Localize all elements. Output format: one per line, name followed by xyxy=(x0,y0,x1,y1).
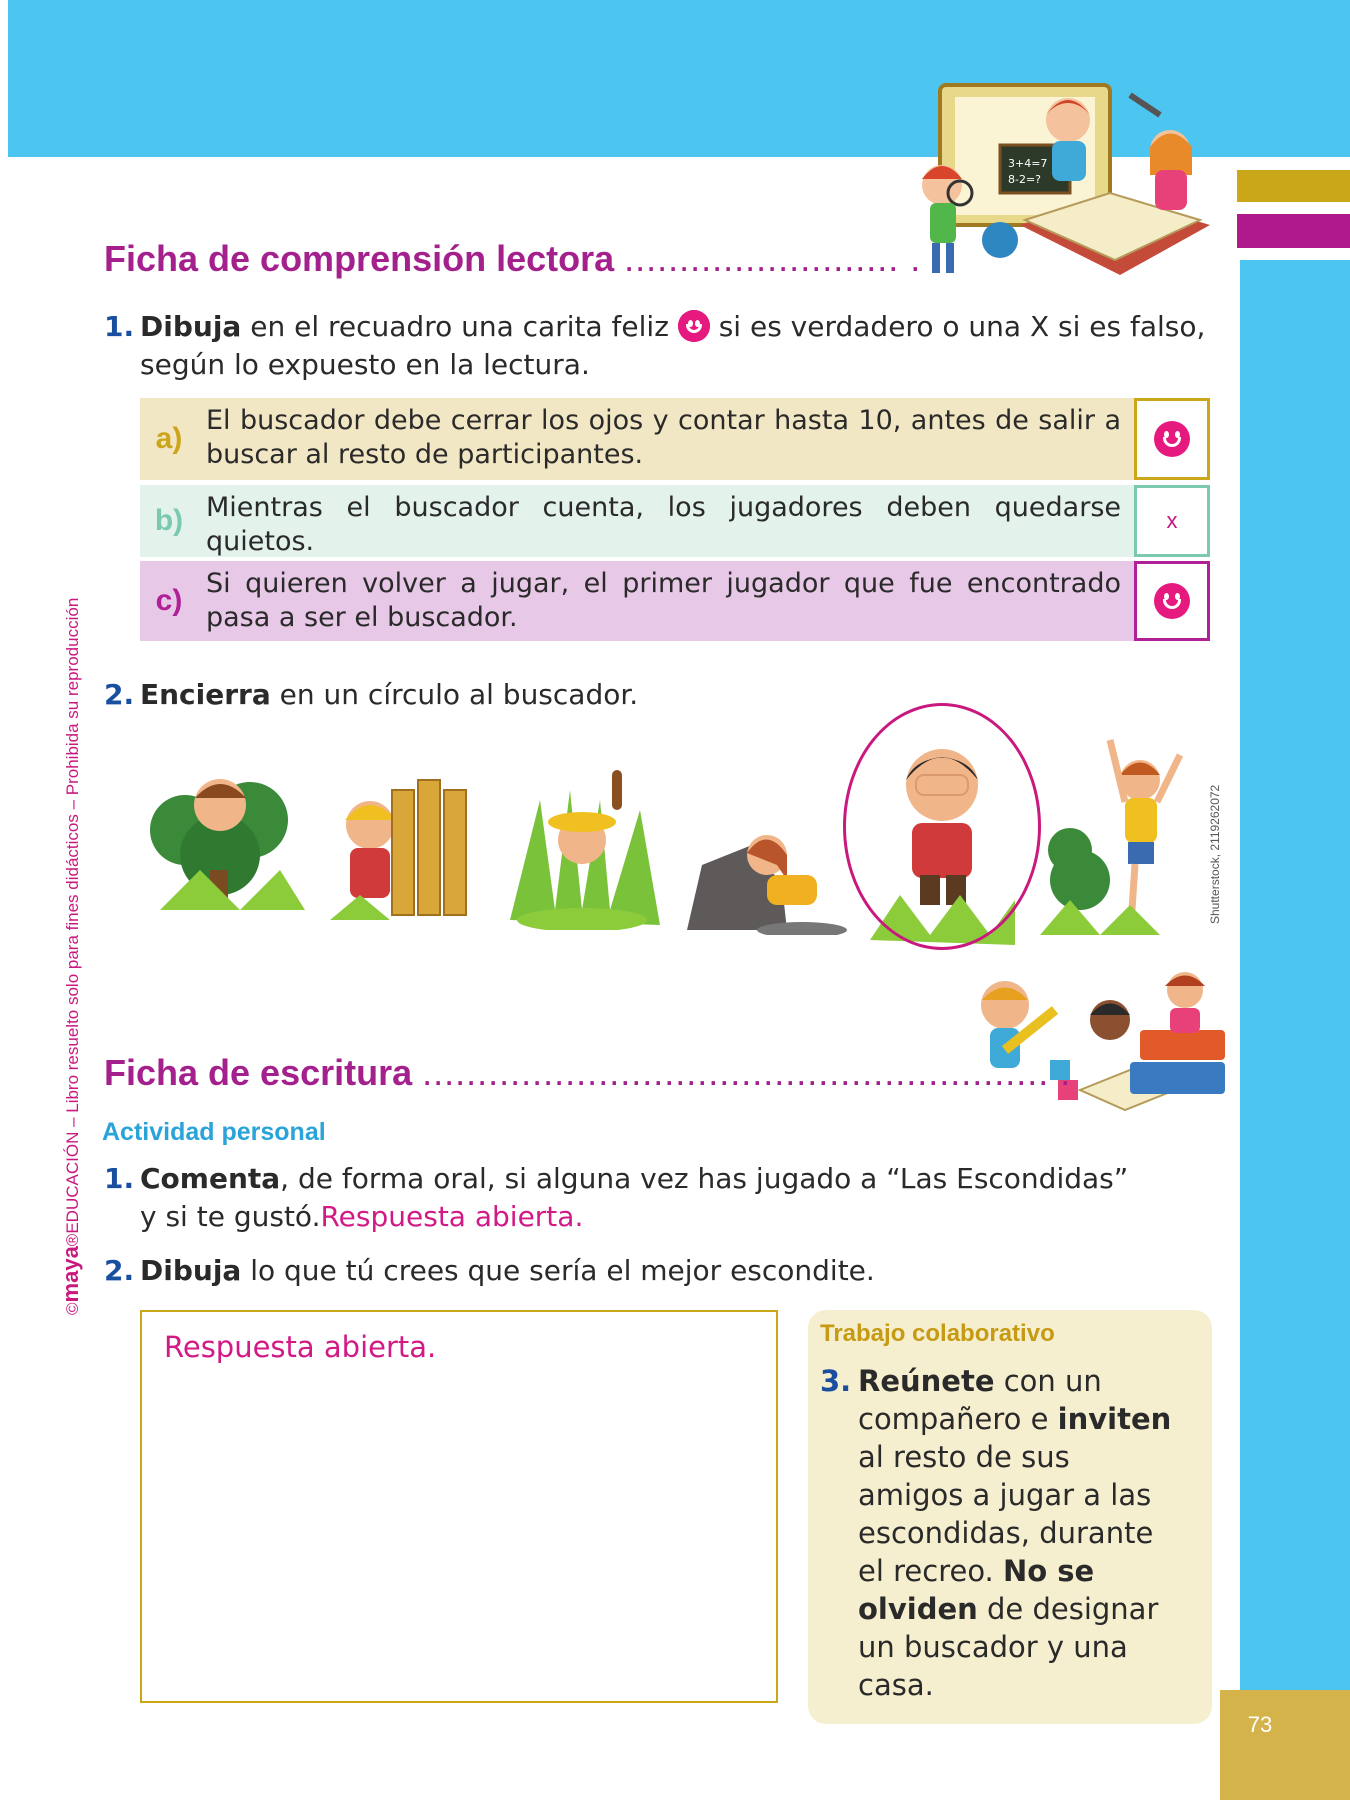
row-letter: a) xyxy=(155,422,183,455)
copyright-credit: ©maya®EDUCACIÓN – Libro resuelto solo para fines didácticos – Prohibida su reproducción xyxy=(58,597,83,1315)
section-title-escritura: Ficha de escritura ......................................................... . xyxy=(104,1052,1072,1093)
answer-box-c[interactable] xyxy=(1134,561,1210,641)
smiley-icon xyxy=(1154,583,1190,619)
selection-circle xyxy=(843,703,1041,950)
row-letter: b) xyxy=(154,504,184,537)
gold-tab-bar xyxy=(1237,170,1350,202)
kid-in-tall-grass xyxy=(500,760,665,930)
statement-text: Si quieren volver a jugar, el primer jugador que fue encontrado pasa a ser el buscador. xyxy=(206,568,1121,633)
question-1-comenta: 1. Comenta, de forma oral, si alguna vez has jugado a “Las Escondidas” y si te gustó.Respuesta abierta. xyxy=(104,1162,1129,1233)
answer-box-b[interactable]: x xyxy=(1134,485,1210,557)
drawing-answer-text: Respuesta abierta. xyxy=(164,1330,437,1364)
kid-jumping-near-tree xyxy=(1040,730,1190,935)
question-2-dibuja: 2. Dibuja lo que tú crees que sería el mejor escondite. xyxy=(104,1254,875,1287)
question-1-dibuja: 1. Dibuja en el recuadro una carita feliz si es verdadero o una X si es falso, según lo expuesto en la lectura. xyxy=(104,310,1206,381)
page-number-box xyxy=(1220,1690,1350,1800)
statement-row-a xyxy=(140,398,1210,480)
page-number: 73 xyxy=(1247,1712,1273,1737)
statement-row-b xyxy=(140,485,1210,557)
question-3-reunete: 3. Reúnete con un compañero e inviten al resto de sus amigos a jugar a las escondidas, durante el recreo. No se olviden de designar un buscador y una casa. xyxy=(820,1364,1172,1702)
kid-hiding-in-bush xyxy=(140,760,305,910)
kid-behind-fence xyxy=(330,770,485,920)
activity-subtitle: Actividad personal xyxy=(102,1118,326,1146)
collaborative-work-box xyxy=(808,1310,1212,1724)
drawing-box[interactable] xyxy=(140,1310,778,1703)
kids-with-books-illustration xyxy=(960,970,1230,1120)
smiley-icon xyxy=(1154,421,1190,457)
image-credit: Shutterstock, 2119262072 xyxy=(1208,784,1222,924)
question-2-encierra: 2. Encierra en un círculo al buscador. xyxy=(104,678,639,711)
magenta-tab-bar xyxy=(1237,214,1350,248)
collaborative-label: Trabajo colaborativo xyxy=(820,1320,1055,1347)
svg-text:8-2=?: 8-2=? xyxy=(1008,173,1042,186)
statement-text: Mientras el buscador cuenta, los jugadores deben quedarse quietos. xyxy=(206,492,1121,557)
row-letter: c) xyxy=(155,584,183,617)
smiley-icon xyxy=(678,310,710,342)
right-side-stripe xyxy=(1240,260,1350,1690)
section-title-comprension: Ficha de comprensión lectora ......................... . xyxy=(104,238,922,279)
statement-text: El buscador debe cerrar los ojos y contar hasta 10, antes de salir a buscar al resto de participantes. xyxy=(206,405,1121,470)
svg-text:3+4=7: 3+4=7 xyxy=(1008,157,1048,170)
answer-box-a[interactable] xyxy=(1134,398,1210,480)
answer-text: Respuesta abierta. xyxy=(320,1200,584,1233)
kid-behind-rock xyxy=(682,825,847,935)
statement-row-c xyxy=(140,561,1210,641)
kids-reading-illustration xyxy=(900,75,1220,290)
